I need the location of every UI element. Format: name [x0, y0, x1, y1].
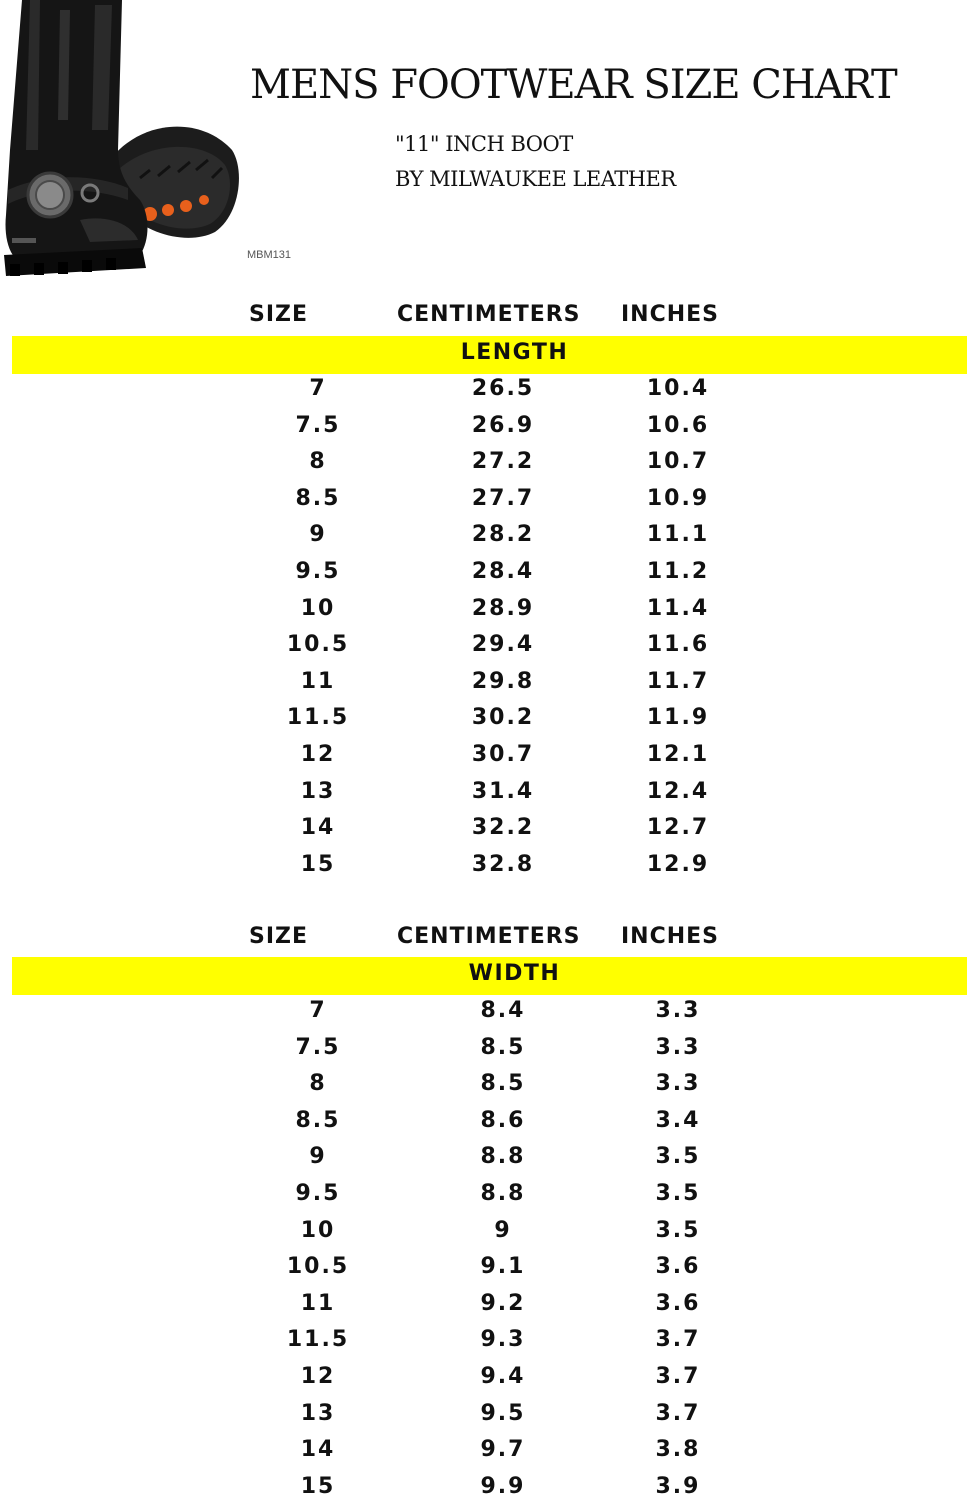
inches-cell: 3.7 [655, 1363, 701, 1389]
centimeters-cell: 9.4 [480, 1363, 526, 1389]
size-cell: 7 [309, 998, 327, 1023]
inches-cell: 10.9 [646, 485, 710, 511]
size-cell: 8 [309, 449, 327, 475]
centimeters-cell: 31.4 [471, 778, 535, 804]
length-column-header-size: SIZE [249, 302, 309, 327]
table-row [0, 810, 972, 847]
inches-cell: 10.7 [646, 449, 710, 475]
length-table-body [0, 371, 972, 883]
inches-cell: 3.3 [655, 998, 701, 1023]
subtitle-brand: BY MILWAUKEE LEATHER [395, 167, 676, 191]
centimeters-cell: 8.5 [480, 1071, 526, 1097]
inches-cell: 12.7 [646, 815, 710, 841]
inches-cell: 3.5 [655, 1180, 701, 1206]
centimeters-cell: 8.8 [480, 1180, 526, 1206]
centimeters-cell: 32.8 [471, 851, 535, 877]
size-cell: 12 [300, 1363, 336, 1389]
centimeters-cell: 9.3 [480, 1327, 526, 1353]
model-code: MBM131 [247, 249, 292, 261]
centimeters-cell: 28.9 [471, 595, 535, 621]
inches-cell: 11.4 [646, 595, 710, 621]
table-row [0, 1176, 972, 1213]
inches-cell: 3.7 [655, 1327, 701, 1353]
width-column-header-size: SIZE [249, 924, 309, 949]
size-cell: 12 [300, 741, 336, 767]
table-row [0, 1322, 972, 1359]
inches-cell: 3.6 [655, 1254, 701, 1280]
size-cell: 11 [300, 668, 336, 694]
size-cell: 11.5 [286, 1327, 350, 1353]
width-band [12, 957, 967, 995]
width-band-label: WIDTH [468, 961, 561, 986]
table-row [0, 371, 972, 408]
table-row [0, 993, 972, 1030]
inches-cell: 3.8 [655, 1437, 701, 1463]
inches-cell: 3.4 [655, 1107, 701, 1133]
centimeters-cell: 32.2 [471, 815, 535, 841]
centimeters-cell: 26.9 [471, 412, 535, 438]
centimeters-cell: 28.4 [471, 558, 535, 584]
inches-cell: 3.3 [655, 1034, 701, 1060]
width-column-header-centimeters: CENTIMETERS [397, 924, 581, 949]
width-table-body [0, 993, 972, 1505]
table-row [0, 517, 972, 554]
centimeters-cell: 29.8 [471, 668, 535, 694]
centimeters-cell: 30.7 [471, 741, 535, 767]
size-cell: 8.5 [295, 1107, 341, 1133]
inches-cell: 3.5 [655, 1217, 701, 1243]
centimeters-cell: 8.6 [480, 1107, 526, 1133]
page-title: MENS FOOTWEAR SIZE CHART [250, 62, 897, 108]
length-column-header-centimeters: CENTIMETERS [397, 302, 581, 327]
table-row [0, 481, 972, 518]
centimeters-cell: 9 [494, 1217, 512, 1243]
inches-cell: 12.9 [646, 851, 710, 877]
inches-cell: 3.7 [655, 1400, 701, 1426]
size-cell: 7.5 [295, 1034, 341, 1060]
inches-cell: 3.6 [655, 1290, 701, 1316]
inches-cell: 11.6 [646, 632, 710, 658]
width-column-header-inches: INCHES [621, 924, 720, 949]
centimeters-cell: 27.2 [471, 449, 535, 475]
inches-cell: 12.1 [646, 741, 710, 767]
table-row [0, 1066, 972, 1103]
centimeters-cell: 27.7 [471, 485, 535, 511]
centimeters-cell: 9.5 [480, 1400, 526, 1426]
inches-cell: 11.1 [646, 522, 710, 548]
inches-cell: 11.2 [646, 558, 710, 584]
table-row [0, 554, 972, 591]
size-cell: 14 [300, 815, 336, 841]
size-cell: 9.5 [295, 1180, 341, 1206]
size-cell: 15 [300, 1473, 336, 1499]
size-cell: 9.5 [295, 558, 341, 584]
table-row [0, 627, 972, 664]
centimeters-cell: 29.4 [471, 632, 535, 658]
table-row [0, 591, 972, 628]
size-cell: 10 [300, 595, 336, 621]
table-row [0, 1139, 972, 1176]
boot-product-image [0, 0, 245, 280]
size-cell: 9 [309, 522, 327, 548]
inches-cell: 3.5 [655, 1144, 701, 1170]
inches-cell: 3.3 [655, 1071, 701, 1097]
inches-cell: 11.9 [646, 705, 710, 731]
table-row [0, 847, 972, 884]
centimeters-cell: 9.9 [480, 1473, 526, 1499]
inches-cell: 3.9 [655, 1473, 701, 1499]
centimeters-cell: 8.4 [480, 998, 526, 1023]
centimeters-cell: 8.8 [480, 1144, 526, 1170]
table-row [0, 444, 972, 481]
centimeters-cell: 9.7 [480, 1437, 526, 1463]
table-row [0, 1432, 972, 1469]
table-row [0, 737, 972, 774]
length-column-header-inches: INCHES [621, 302, 720, 327]
size-cell: 8.5 [295, 485, 341, 511]
centimeters-cell: 28.2 [471, 522, 535, 548]
table-row [0, 700, 972, 737]
size-cell: 9 [309, 1144, 327, 1170]
centimeters-cell: 9.1 [480, 1254, 526, 1280]
inches-cell: 10.6 [646, 412, 710, 438]
size-cell: 11.5 [286, 705, 350, 731]
size-cell: 10.5 [286, 1254, 350, 1280]
table-row [0, 774, 972, 811]
table-row [0, 1103, 972, 1140]
size-cell: 7 [309, 376, 327, 401]
size-cell: 11 [300, 1290, 336, 1316]
size-cell: 14 [300, 1437, 336, 1463]
inches-cell: 10.4 [646, 376, 710, 401]
centimeters-cell: 26.5 [471, 376, 535, 401]
size-cell: 8 [309, 1071, 327, 1097]
table-row [0, 1359, 972, 1396]
table-row [0, 1396, 972, 1433]
length-band-label: LENGTH [460, 340, 569, 365]
centimeters-cell: 9.2 [480, 1290, 526, 1316]
size-cell: 10 [300, 1217, 336, 1243]
size-cell: 15 [300, 851, 336, 877]
length-band [12, 336, 967, 374]
centimeters-cell: 8.5 [480, 1034, 526, 1060]
table-row [0, 408, 972, 445]
size-cell: 13 [300, 1400, 336, 1426]
subtitle-boot-height: "11" INCH BOOT [395, 132, 573, 156]
inches-cell: 12.4 [646, 778, 710, 804]
inches-cell: 11.7 [646, 668, 710, 694]
table-row [0, 664, 972, 701]
size-cell: 10.5 [286, 632, 350, 658]
centimeters-cell: 30.2 [471, 705, 535, 731]
size-cell: 7.5 [295, 412, 341, 438]
table-row [0, 1213, 972, 1250]
table-row [0, 1286, 972, 1323]
table-row [0, 1030, 972, 1067]
size-cell: 13 [300, 778, 336, 804]
table-row [0, 1249, 972, 1286]
